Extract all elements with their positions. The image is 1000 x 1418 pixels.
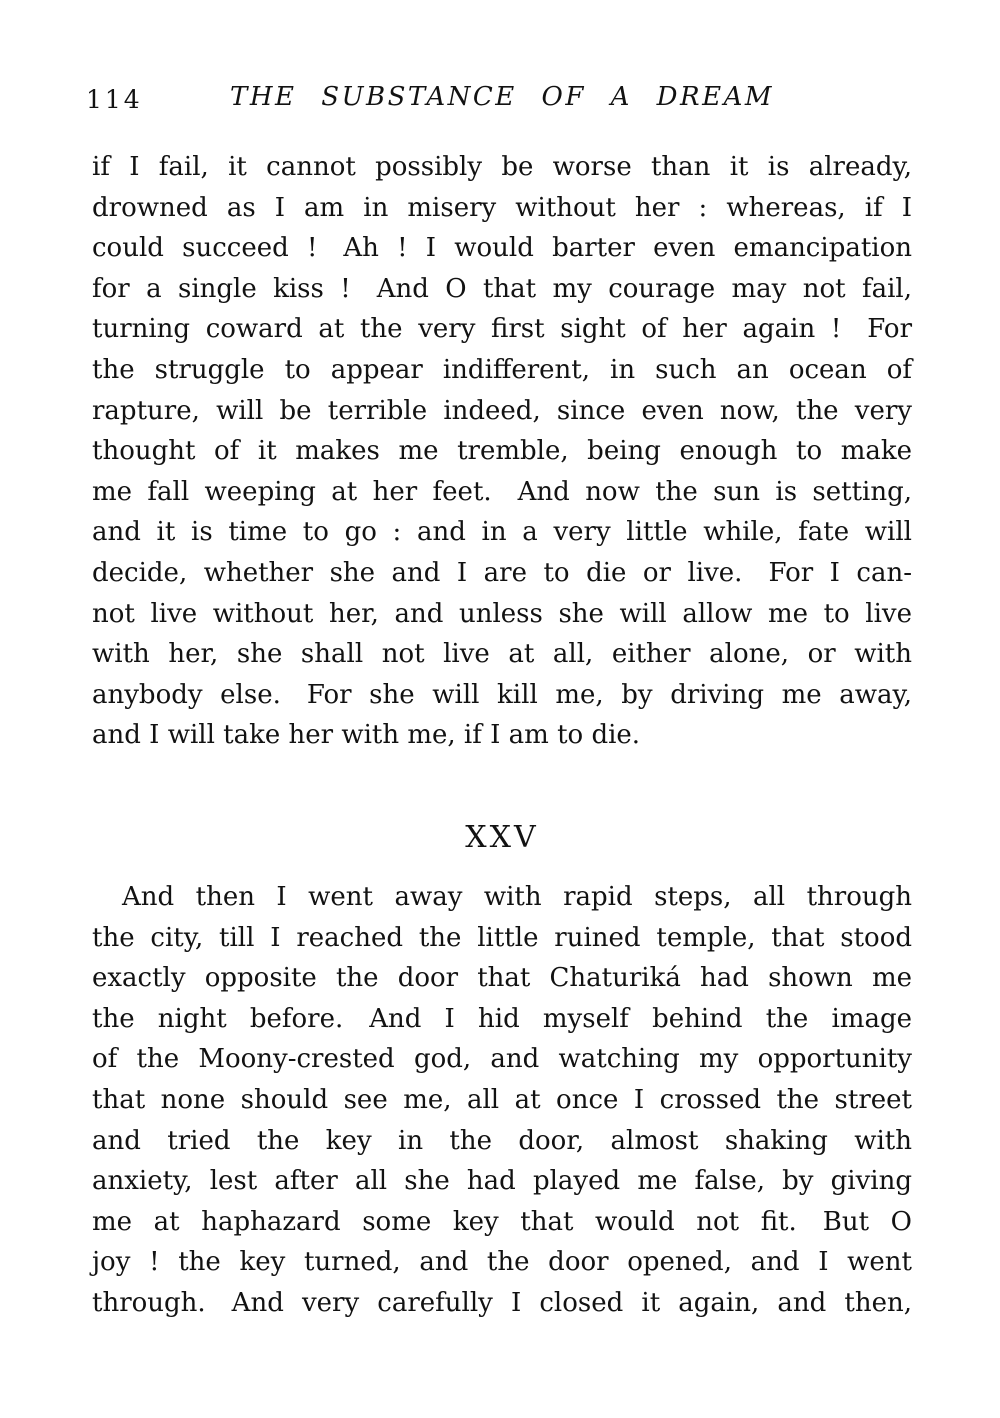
text-line: the struggle to appear indifferent, in such an ocean of: [92, 354, 912, 385]
text-line: could succeed ! Ah ! I would barter even emancipation: [92, 233, 912, 264]
text-line: the night before. And I hid myself behind the image: [92, 1003, 912, 1034]
text-line: decide, whether she and I are to die or live. For I can-: [92, 557, 912, 588]
paragraph-continuation: [92, 147, 912, 756]
text-line: and tried the key in the door, almost shaking with: [92, 1125, 912, 1156]
text-line: the city, till I reached the little ruined temple, that stood: [92, 922, 912, 953]
chapter-first-paragraph: [92, 877, 912, 1324]
text-line: me fall weeping at her feet. And now the sun is setting,: [92, 476, 912, 507]
chapter-heading: XXV: [465, 820, 539, 855]
running-title: THE SUBSTANCE OF A DREAM: [230, 82, 774, 112]
text-line: rapture, will be terrible indeed, since even now, the very: [92, 395, 912, 426]
text-line: and it is time to go : and in a very little while, fate will: [92, 517, 912, 548]
text-line: exactly opposite the door that Chaturiká had shown me: [92, 963, 912, 994]
text-line: anxiety, lest after all she had played me false, by giving: [92, 1166, 912, 1197]
text-line: drowned as I am in misery without her : whereas, if I: [92, 192, 912, 223]
text-line: and I will take her with me, if I am to die.: [92, 720, 641, 751]
text-line: thought of it makes me tremble, being enough to make: [92, 436, 912, 467]
text-line: not live without her, and unless she will allow me to live: [92, 598, 912, 629]
text-line: turning coward at the very first sight of her again ! For: [92, 314, 912, 345]
text-line: if I fail, it cannot possibly be worse than it is already,: [92, 152, 912, 182]
text-line: through. And very carefully I closed it again, and then,: [92, 1287, 912, 1318]
text-line: of the Moony-crested god, and watching my opportunity: [92, 1044, 912, 1075]
text-line: And then I went away with rapid steps, all through: [122, 882, 912, 912]
text-line: joy ! the key turned, and the door opened, and I went: [92, 1247, 912, 1278]
text-line: that none should see me, all at once I crossed the street: [92, 1084, 912, 1115]
text-line: with her, she shall not live at all, either alone, or with: [92, 639, 912, 670]
page-number: 114: [86, 85, 143, 114]
page-header: [86, 82, 912, 114]
text-line: me at haphazard some key that would not fit. But O: [92, 1206, 912, 1237]
text-line: for a single kiss ! And O that my courage may not fail,: [92, 273, 912, 304]
text-line: anybody else. For she will kill me, by driving me away,: [92, 679, 912, 710]
